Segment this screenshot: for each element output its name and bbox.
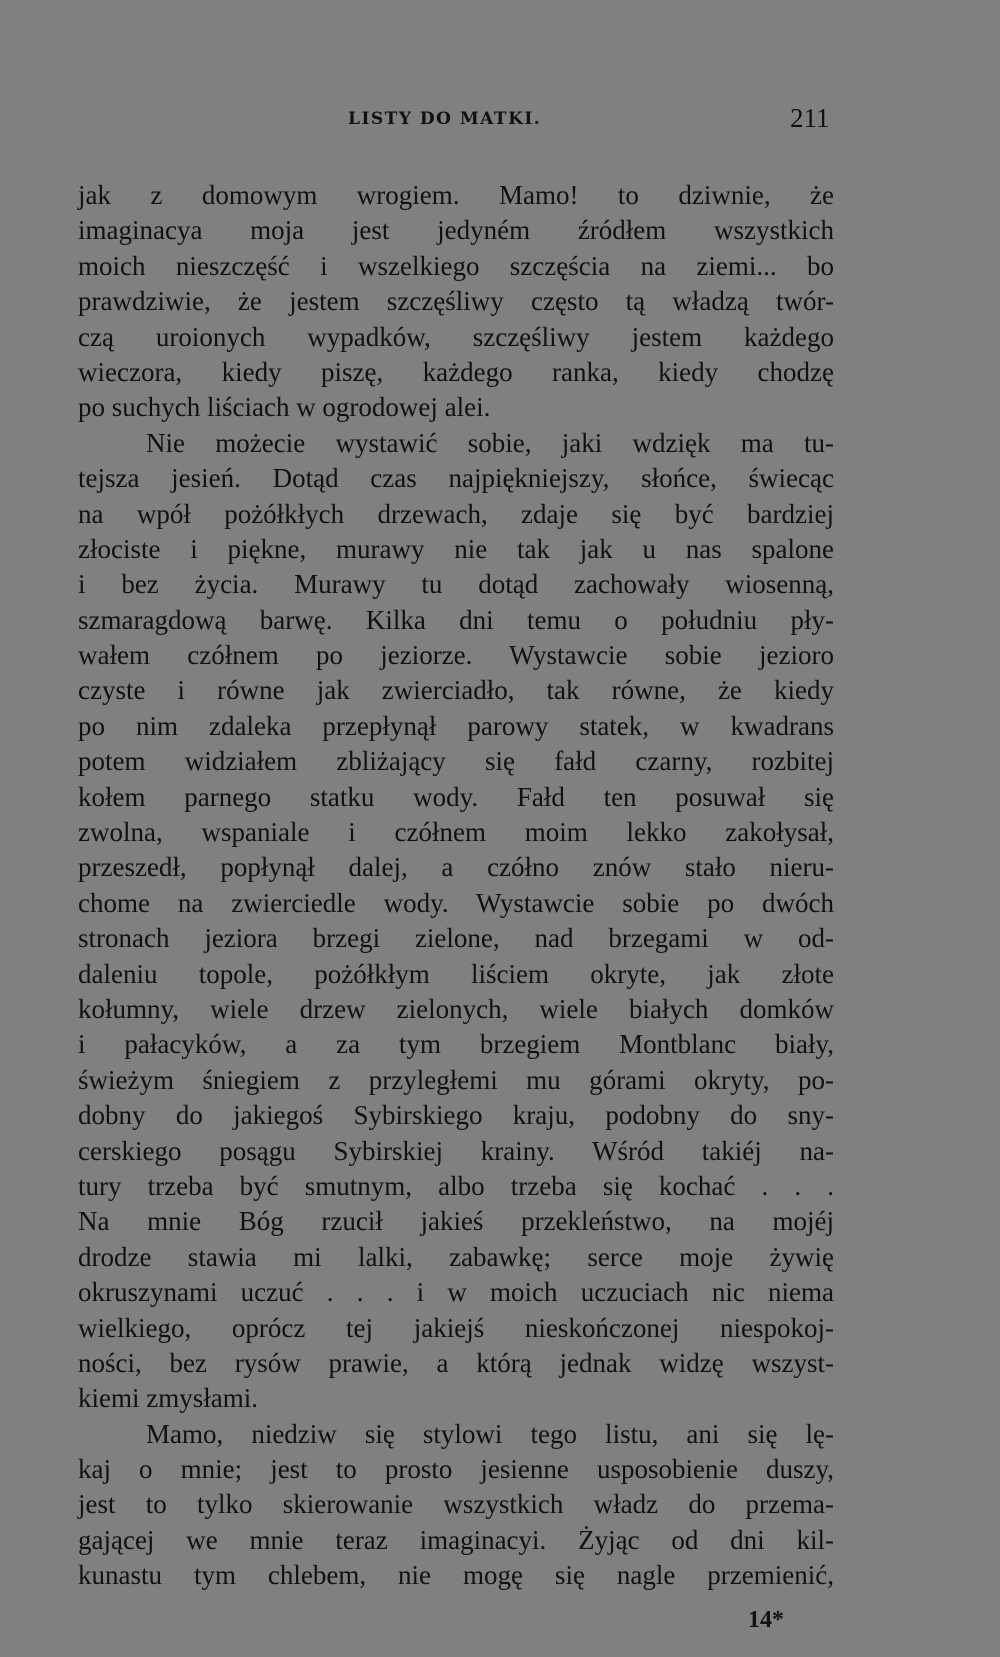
text-line: kunastu tym chlebem, nie mogę się nagle przemienić,: [78, 1560, 834, 1591]
page-number: 211: [790, 103, 830, 133]
text-line: tury trzeba być smutnym, albo trzeba się kochać . . .: [78, 1170, 834, 1201]
text-line: i bez życia. Murawy tu dotąd zachowały wiosenną,: [78, 569, 834, 600]
text-line: kołumny, wiele drzew zielonych, wiele białych domków: [78, 993, 834, 1024]
text-line: jak z domowym wrogiem. Mamo! to dziwnie, że: [78, 180, 834, 210]
text-line: imaginacya moja jest jedyném źródłem wszystkich: [78, 215, 834, 246]
text-line: świeżym śniegiem z przyległemi mu górami okryty, po-: [78, 1064, 834, 1095]
text-line: ności, bez rysów prawie, a którą jednak widzę wszyst-: [78, 1347, 834, 1378]
text-line: czą uroionych wypadków, szczęśliwy jestem każdego: [78, 321, 834, 352]
text-line: okruszynami uczuć . . . i w moich uczuciach nic niema: [78, 1277, 834, 1308]
text-line: na wpół pożółkłych drzewach, zdaje się być bardziej: [78, 498, 834, 529]
text-line: gającej we mnie teraz imaginacyi. Żyjąc od dni kil-: [78, 1524, 834, 1555]
running-head: [0, 103, 1000, 143]
text-line: stronach jeziora brzegi zielone, nad brzegami w od-: [78, 923, 834, 954]
text-line: czyste i równe jak zwierciadło, tak równe, że kiedy: [78, 675, 834, 706]
text-line: i pałacyków, a za tym brzegiem Montblanc biały,: [78, 1029, 834, 1060]
text-line: przeszedł, popłynął dalej, a czółno znów stało nieru-: [78, 852, 834, 883]
text-line: dobny do jakiegoś Sybirskiego kraju, podobny do sny-: [78, 1100, 834, 1131]
text-line: cerskiego posągu Sybirskiej krainy. Wśród takiéj na-: [78, 1135, 834, 1166]
text-line: jest to tylko skierowanie wszystkich władz do przema-: [78, 1489, 834, 1520]
text-line: tejsza jesień. Dotąd czas najpiękniejszy, słońce, świecąc: [78, 463, 834, 494]
paragraph-first-line: Nie możecie wystawić sobie, jaki wdzięk ma tu-: [146, 427, 834, 458]
text-line: moich nieszczęść i wszelkiego szczęścia na ziemi... bo: [78, 250, 834, 281]
text-line: wielkiego, oprócz tej jakiejś nieskończonej niespokoj-: [78, 1312, 834, 1343]
text-line: kołem parnego statku wody. Fałd ten posuwał się: [78, 781, 834, 812]
text-line: potem widziałem zbliżający się fałd czarny, rozbitej: [78, 746, 834, 777]
text-line: po nim zdaleka przepłynął parowy statek, w kwadrans: [78, 710, 834, 741]
text-line: szmaragdową barwę. Kilka dni temu o południu pły-: [78, 604, 834, 635]
body-text: [78, 178, 834, 1594]
paragraph-first-line: Mamo, niedziw się stylowi tego listu, ani się lę-: [146, 1418, 834, 1449]
text-line: prawdziwie, że jestem szczęśliwy często tą władzą twór-: [78, 286, 834, 317]
text-line: drodze stawia mi lalki, zabawkę; serce moje żywię: [78, 1241, 834, 1272]
text-line: wałem czółnem po jeziorze. Wystawcie sobie jezioro: [78, 640, 834, 671]
text-line: wieczora, kiedy piszę, każdego ranka, kiedy chodzę: [78, 356, 834, 387]
running-title: LISTY DO MATKI.: [348, 109, 542, 129]
printer-signature-mark: 14*: [748, 1607, 784, 1633]
text-line: po suchych liściach w ogrodowej alei.: [78, 392, 491, 423]
text-line: Na mnie Bóg rzucił jakieś przekleństwo, na mojéj: [78, 1206, 834, 1237]
text-line: kaj o mnie; jest to prosto jesienne usposobienie duszy,: [78, 1454, 834, 1485]
text-line: zwolna, wspaniale i czółnem moim lekko zakołysał,: [78, 817, 834, 848]
text-line: chome na zwierciedle wody. Wystawcie sobie po dwóch: [78, 887, 834, 918]
text-line: kiemi zmysłami.: [78, 1383, 258, 1414]
text-line: złociste i piękne, murawy nie tak jak u nas spalone: [78, 533, 834, 564]
text-line: daleniu topole, pożółkłym liściem okryte, jak złote: [78, 958, 834, 989]
